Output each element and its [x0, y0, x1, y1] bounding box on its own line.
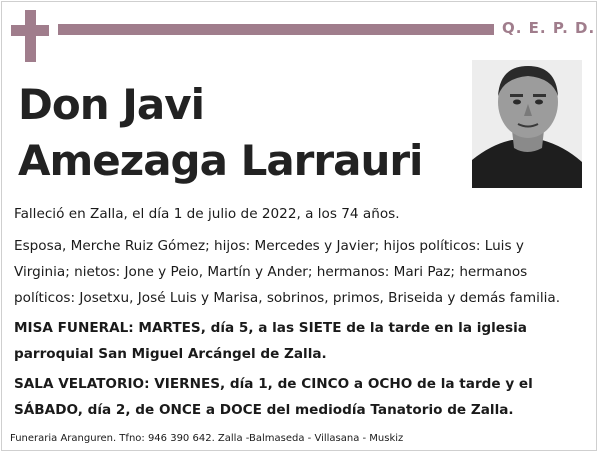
- qepd-label: Q. E. P. D.: [502, 19, 596, 37]
- deceased-name-line1: Don Javi: [18, 80, 204, 129]
- header-rule: [58, 24, 494, 35]
- cross-icon-bar: [11, 25, 49, 36]
- funeral-home-footer: Funeraria Aranguren. Tfno: 946 390 642. Zalla -Balmaseda - Villasana - Muskiz: [10, 433, 404, 444]
- deceased-name-line2: Amezaga Larrauri: [18, 136, 423, 185]
- cross-icon: [25, 10, 36, 62]
- deceased-portrait-photo: [472, 60, 582, 188]
- death-notice-text: Falleció en Zalla, el día 1 de julio de 2022, a los 74 años.: [14, 206, 400, 222]
- family-list-text: Esposa, Merche Ruiz Gómez; hijos: Mercedes y Javier; hijos políticos: Luis y Virginia; nietos: Jone y Peio, Martín y Ander; hermanos: Mari Paz; hermanos políticos: Josetxu, José Luis y Marisa, sobrinos, primos, Briseida y demás familia.: [14, 238, 561, 306]
- wake-room-text: SALA VELATORIO: VIERNES, día 1, de CINCO a OCHO de la tarde y el SÁBADO, día 2, de ONCE a DOCE del mediodía Tanatorio de Zalla.: [14, 376, 533, 418]
- funeral-mass-text: MISA FUNERAL: MARTES, día 5, a las SIETE de la tarde en la iglesia parroquial San Miguel Arcángel de Zalla.: [14, 320, 527, 362]
